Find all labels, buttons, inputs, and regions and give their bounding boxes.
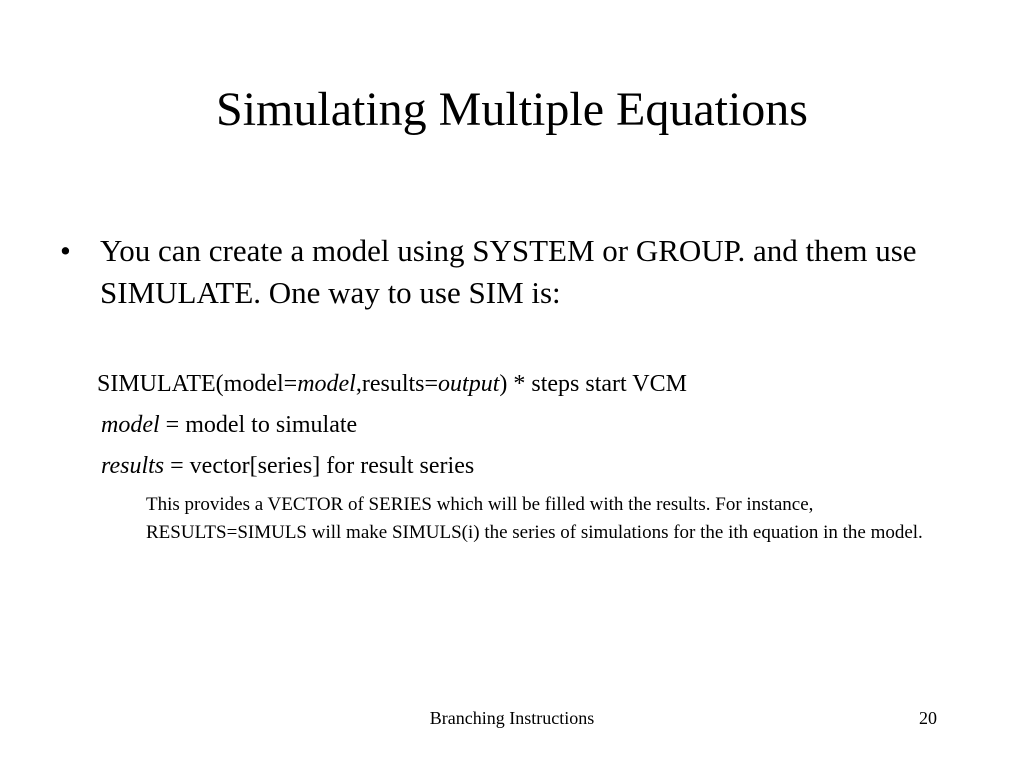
syntax-results-arg: output	[438, 371, 500, 397]
page-number: 20	[919, 708, 937, 728]
footer-label: Branching Instructions	[429, 708, 595, 728]
definition-model	[101, 409, 357, 441]
definition-results	[101, 450, 474, 482]
definition-model-desc: = model to simulate	[159, 412, 358, 438]
syntax-prefix: SIMULATE(model=	[97, 371, 298, 397]
results-note: This provides a VECTOR of SERIES which will be filled with the results. For instance, RESULTS=SIMULS will make SIMULS(i) the series of simulations for the ith equation in the model.	[146, 494, 923, 543]
bullet-text: You can create a model using SYSTEM or GROUP. and them use SIMULATE. One way to use SIM is:	[100, 233, 917, 310]
definition-results-desc: = vector[series] for result series	[164, 453, 475, 479]
bullet-dot-icon: •	[60, 233, 71, 268]
definition-results-term: results	[101, 453, 165, 479]
definition-model-term: model	[101, 412, 160, 438]
slide-title: Simulating Multiple Equations	[216, 83, 808, 136]
syntax-middle: ,results=	[355, 371, 439, 397]
syntax-suffix: ) * steps start VCM	[499, 371, 687, 397]
simulate-syntax	[97, 368, 687, 400]
bullet-item	[60, 230, 970, 314]
syntax-model-arg: model	[297, 371, 356, 397]
